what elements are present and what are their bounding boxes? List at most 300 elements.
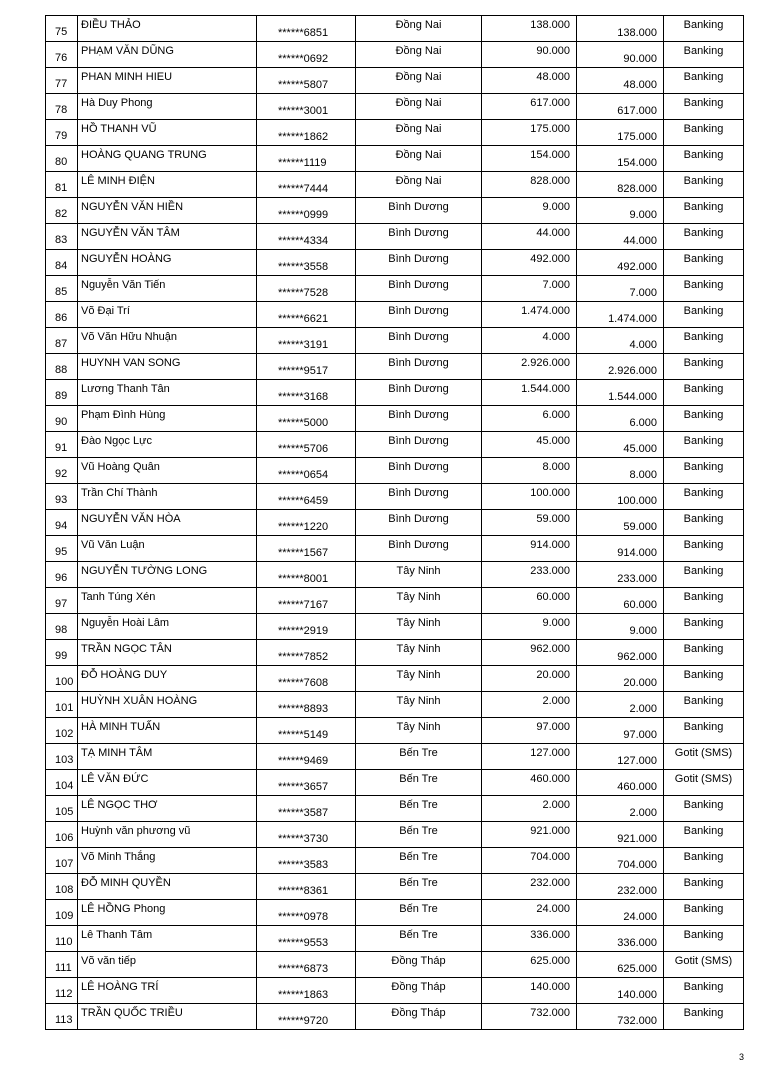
masked-phone-cell — [257, 900, 356, 926]
recipient-name: HỒ THANH VŨ — [81, 123, 157, 135]
row-number-cell — [46, 952, 78, 978]
received-amount-cell — [577, 926, 664, 952]
masked-phone-cell — [257, 926, 356, 952]
amount-cell — [482, 68, 577, 94]
payment-method: Banking — [683, 617, 724, 629]
payment-method-cell — [664, 432, 744, 458]
recipient-name: HUYNH VAN SONG — [81, 357, 181, 369]
masked-phone: ******3168 — [278, 391, 329, 403]
masked-phone-cell — [257, 406, 356, 432]
province: Đồng Nai — [395, 71, 442, 83]
amount-cell — [482, 328, 577, 354]
received-amount-cell — [577, 796, 664, 822]
payment-method: Banking — [683, 513, 724, 525]
payment-method-cell — [664, 484, 744, 510]
amount: 48.000 — [536, 71, 570, 83]
payment-method-cell — [664, 94, 744, 120]
amount: 44.000 — [536, 227, 570, 239]
received-amount: 921.000 — [617, 833, 657, 845]
province-cell — [356, 978, 482, 1004]
received-amount-cell — [577, 250, 664, 276]
row-number: 94 — [55, 520, 68, 532]
row-number: 112 — [55, 988, 73, 1000]
received-amount: 154.000 — [617, 157, 657, 169]
payment-method: Banking — [683, 461, 724, 473]
amount: 232.000 — [530, 877, 570, 889]
province: Bến Tre — [399, 799, 438, 811]
amount-cell — [482, 588, 577, 614]
received-amount: 492.000 — [617, 261, 657, 273]
amount-cell — [482, 562, 577, 588]
province: Bình Dương — [388, 383, 449, 395]
amount: 2.000 — [542, 695, 570, 707]
page-number: 3 — [738, 1052, 744, 1062]
province-cell — [356, 770, 482, 796]
payment-method: Banking — [683, 721, 724, 733]
amount-cell — [482, 172, 577, 198]
amount: 9.000 — [542, 201, 570, 213]
row-number-cell — [46, 744, 78, 770]
table-row — [46, 562, 744, 588]
received-amount-cell — [577, 406, 664, 432]
table-row — [46, 848, 744, 874]
recipient-name: PHẠM VĂN DŨNG — [81, 45, 174, 57]
province-cell — [356, 458, 482, 484]
amount: 233.000 — [530, 565, 570, 577]
row-number-cell — [46, 640, 78, 666]
masked-phone-cell — [257, 510, 356, 536]
received-amount-cell — [577, 848, 664, 874]
recipient-name: NGUYỄN VĂN HÒA — [81, 513, 181, 525]
masked-phone: ******7608 — [278, 677, 329, 689]
province-cell — [356, 276, 482, 302]
recipient-name: LÊ HỒNG Phong — [81, 903, 166, 915]
recipient-name-cell — [78, 380, 257, 406]
row-number-cell — [46, 900, 78, 926]
amount: 90.000 — [536, 45, 570, 57]
row-number: 97 — [55, 598, 68, 610]
row-number: 106 — [55, 832, 74, 844]
amount: 100.000 — [530, 487, 570, 499]
amount-cell — [482, 978, 577, 1004]
payment-method-cell — [664, 458, 744, 484]
masked-phone: ******4334 — [278, 235, 329, 247]
province: Bình Dương — [388, 409, 449, 421]
row-number: 109 — [55, 910, 74, 922]
received-amount-cell — [577, 666, 664, 692]
recipient-name: Võ Đại Trí — [81, 305, 130, 317]
masked-phone: ******1119 — [278, 157, 327, 169]
masked-phone: ******3558 — [278, 261, 329, 273]
province-cell — [356, 666, 482, 692]
masked-phone: ******5706 — [278, 443, 329, 455]
received-amount-cell — [577, 380, 664, 406]
received-amount: 97.000 — [623, 729, 657, 741]
payment-method: Banking — [683, 71, 724, 83]
recipient-name: Nguyễn Hoài Lâm — [81, 617, 170, 629]
masked-phone: ******7444 — [278, 183, 329, 195]
province-cell — [356, 510, 482, 536]
province-cell — [356, 250, 482, 276]
row-number-cell — [46, 276, 78, 302]
masked-phone-cell — [257, 42, 356, 68]
row-number: 85 — [55, 286, 68, 298]
amount-cell — [482, 198, 577, 224]
masked-phone-cell — [257, 744, 356, 770]
payment-method-cell — [664, 900, 744, 926]
masked-phone: ******6459 — [278, 495, 329, 507]
received-amount: 732.000 — [617, 1015, 657, 1027]
payment-method: Banking — [683, 331, 724, 343]
recipient-name-cell — [78, 94, 257, 120]
masked-phone-cell — [257, 354, 356, 380]
row-number-cell — [46, 42, 78, 68]
masked-phone: ******0978 — [278, 911, 329, 923]
row-number-cell — [46, 536, 78, 562]
table-row — [46, 692, 744, 718]
received-amount: 9.000 — [629, 625, 657, 637]
amount: 617.000 — [530, 97, 570, 109]
province: Tây Ninh — [396, 565, 441, 577]
masked-phone-cell — [257, 536, 356, 562]
payment-method: Banking — [683, 123, 724, 135]
received-amount-cell — [577, 42, 664, 68]
province-cell — [356, 718, 482, 744]
row-number: 80 — [55, 156, 68, 168]
payment-method: Banking — [683, 149, 724, 161]
masked-phone: ******0999 — [278, 209, 329, 221]
row-number-cell — [46, 770, 78, 796]
province: Đồng Nai — [395, 19, 442, 31]
province: Đồng Tháp — [391, 1007, 446, 1019]
table-row — [46, 406, 744, 432]
table-row — [46, 588, 744, 614]
table-row — [46, 484, 744, 510]
recipient-name: HÀ MINH TUẤN — [81, 721, 161, 733]
masked-phone-cell — [257, 458, 356, 484]
recipient-name: TẠ MINH TÂM — [81, 747, 153, 759]
row-number-cell — [46, 250, 78, 276]
received-amount: 2.000 — [629, 703, 657, 715]
province: Bến Tre — [399, 747, 438, 759]
received-amount-cell — [577, 510, 664, 536]
province-cell — [356, 796, 482, 822]
payment-method-cell — [664, 328, 744, 354]
table-row — [46, 68, 744, 94]
amount: 732.000 — [530, 1007, 570, 1019]
received-amount: 100.000 — [617, 495, 657, 507]
row-number-cell — [46, 692, 78, 718]
received-amount: 232.000 — [617, 885, 657, 897]
recipient-name: Võ văn tiếp — [81, 955, 137, 967]
payment-method-cell — [664, 796, 744, 822]
table-row — [46, 874, 744, 900]
payment-method-cell — [664, 952, 744, 978]
row-number-cell — [46, 848, 78, 874]
amount: 336.000 — [530, 929, 570, 941]
province-cell — [356, 94, 482, 120]
received-amount: 60.000 — [623, 599, 657, 611]
masked-phone: ******7528 — [278, 287, 329, 299]
masked-phone: ******7167 — [278, 599, 329, 611]
amount-cell — [482, 146, 577, 172]
recipient-name-cell — [78, 666, 257, 692]
recipient-name-cell — [78, 822, 257, 848]
payment-method: Banking — [683, 487, 724, 499]
recipient-name: Huỳnh văn phương vũ — [81, 825, 191, 837]
province-cell — [356, 822, 482, 848]
recipient-name-cell — [78, 640, 257, 666]
province-cell — [356, 16, 482, 42]
payment-method-cell — [664, 536, 744, 562]
received-amount-cell — [577, 562, 664, 588]
masked-phone-cell — [257, 796, 356, 822]
row-number-cell — [46, 198, 78, 224]
amount-cell — [482, 380, 577, 406]
payment-method: Banking — [683, 357, 724, 369]
row-number-cell — [46, 16, 78, 42]
received-amount: 962.000 — [617, 651, 657, 663]
province: Bình Dương — [388, 331, 449, 343]
masked-phone-cell — [257, 484, 356, 510]
masked-phone: ******3191 — [278, 339, 329, 351]
amount: 6.000 — [542, 409, 570, 421]
row-number-cell — [46, 68, 78, 94]
payment-method-cell — [664, 406, 744, 432]
amount-cell — [482, 536, 577, 562]
received-amount-cell — [577, 120, 664, 146]
payment-method-cell — [664, 744, 744, 770]
row-number-cell — [46, 354, 78, 380]
province-cell — [356, 874, 482, 900]
recipient-name-cell — [78, 458, 257, 484]
payout-table-body — [46, 16, 744, 1030]
recipient-name: Vũ Văn Luận — [81, 539, 145, 551]
payment-method-cell — [664, 614, 744, 640]
payment-method: Banking — [683, 825, 724, 837]
table-row — [46, 536, 744, 562]
payment-method: Banking — [683, 643, 724, 655]
received-amount-cell — [577, 68, 664, 94]
received-amount: 1.474.000 — [608, 313, 657, 325]
recipient-name: LÊ MINH ĐIỆN — [81, 175, 155, 187]
masked-phone-cell — [257, 978, 356, 1004]
received-amount: 24.000 — [623, 911, 657, 923]
table-row — [46, 770, 744, 796]
payment-method: Banking — [683, 695, 724, 707]
province-cell — [356, 744, 482, 770]
recipient-name: Đào Ngọc Lực — [81, 435, 152, 447]
province-cell — [356, 692, 482, 718]
table-row — [46, 380, 744, 406]
payment-method: Banking — [683, 201, 724, 213]
received-amount: 460.000 — [617, 781, 657, 793]
masked-phone-cell — [257, 120, 356, 146]
province: Bình Dương — [388, 253, 449, 265]
row-number: 86 — [55, 312, 68, 324]
payment-method-cell — [664, 198, 744, 224]
amount-cell — [482, 926, 577, 952]
row-number: 95 — [55, 546, 68, 558]
masked-phone-cell — [257, 614, 356, 640]
amount-cell — [482, 952, 577, 978]
masked-phone: ******7852 — [278, 651, 329, 663]
masked-phone-cell — [257, 432, 356, 458]
received-amount-cell — [577, 1004, 664, 1030]
amount: 962.000 — [530, 643, 570, 655]
payment-method-cell — [664, 16, 744, 42]
received-amount: 617.000 — [617, 105, 657, 117]
amount-cell — [482, 822, 577, 848]
row-number-cell — [46, 458, 78, 484]
received-amount-cell — [577, 614, 664, 640]
amount-cell — [482, 302, 577, 328]
row-number: 75 — [55, 26, 68, 38]
payment-method-cell — [664, 588, 744, 614]
row-number-cell — [46, 588, 78, 614]
received-amount-cell — [577, 718, 664, 744]
table-row — [46, 328, 744, 354]
masked-phone: ******9469 — [278, 755, 329, 767]
row-number-cell — [46, 172, 78, 198]
recipient-name-cell — [78, 796, 257, 822]
received-amount: 45.000 — [623, 443, 657, 455]
province-cell — [356, 302, 482, 328]
masked-phone-cell — [257, 952, 356, 978]
row-number: 101 — [55, 702, 74, 714]
masked-phone: ******3583 — [278, 859, 329, 871]
province-cell — [356, 198, 482, 224]
province-cell — [356, 354, 482, 380]
amount: 625.000 — [530, 955, 570, 967]
recipient-name: Hà Duy Phong — [81, 97, 153, 109]
row-number: 110 — [55, 936, 73, 948]
masked-phone-cell — [257, 276, 356, 302]
province: Tây Ninh — [396, 669, 441, 681]
masked-phone-cell — [257, 302, 356, 328]
payment-method-cell — [664, 42, 744, 68]
table-row — [46, 978, 744, 1004]
recipient-name-cell — [78, 68, 257, 94]
payment-method: Banking — [683, 799, 724, 811]
recipient-name: TRẦN QUỐC TRIỀU — [81, 1007, 183, 1019]
recipient-name: NGUYỄN HOÀNG — [81, 253, 172, 265]
payment-method: Banking — [683, 409, 724, 421]
recipient-name-cell — [78, 302, 257, 328]
table-row — [46, 146, 744, 172]
payment-method-cell — [664, 224, 744, 250]
recipient-name: Võ Minh Thắng — [81, 851, 156, 863]
masked-phone: ******5149 — [278, 729, 329, 741]
masked-phone-cell — [257, 588, 356, 614]
recipient-name-cell — [78, 588, 257, 614]
amount: 45.000 — [536, 435, 570, 447]
row-number: 102 — [55, 728, 74, 740]
province: Bến Tre — [399, 825, 438, 837]
row-number-cell — [46, 666, 78, 692]
received-amount-cell — [577, 94, 664, 120]
province: Bến Tre — [399, 773, 438, 785]
amount-cell — [482, 16, 577, 42]
province: Tây Ninh — [396, 617, 441, 629]
received-amount: 140.000 — [617, 989, 657, 1001]
masked-phone: ******6873 — [278, 963, 329, 975]
recipient-name-cell — [78, 952, 257, 978]
masked-phone: ******6621 — [278, 313, 329, 325]
masked-phone: ******0692 — [278, 53, 329, 65]
recipient-name-cell — [78, 250, 257, 276]
table-row — [46, 94, 744, 120]
amount-cell — [482, 94, 577, 120]
row-number: 84 — [55, 260, 68, 272]
table-row — [46, 952, 744, 978]
payment-method: Banking — [683, 669, 724, 681]
amount: 1.474.000 — [521, 305, 570, 317]
recipient-name-cell — [78, 562, 257, 588]
amount-cell — [482, 224, 577, 250]
row-number: 96 — [55, 572, 68, 584]
row-number: 87 — [55, 338, 68, 350]
amount: 914.000 — [530, 539, 570, 551]
recipient-name-cell — [78, 848, 257, 874]
received-amount-cell — [577, 458, 664, 484]
masked-phone: ******5000 — [278, 417, 329, 429]
amount: 9.000 — [542, 617, 570, 629]
masked-phone: ******1567 — [278, 547, 329, 559]
recipient-name: Trần Chí Thành — [81, 487, 158, 499]
recipient-name: NGUYỄN VĂN TÂM — [81, 227, 180, 239]
amount-cell — [482, 432, 577, 458]
received-amount: 4.000 — [629, 339, 657, 351]
masked-phone-cell — [257, 1004, 356, 1030]
masked-phone: ******3657 — [278, 781, 329, 793]
masked-phone-cell — [257, 692, 356, 718]
recipient-name-cell — [78, 16, 257, 42]
payment-method-cell — [664, 562, 744, 588]
province-cell — [356, 406, 482, 432]
recipient-name: LÊ HOÀNG TRÍ — [81, 981, 159, 993]
row-number-cell — [46, 432, 78, 458]
amount: 7.000 — [542, 279, 570, 291]
province-cell — [356, 42, 482, 68]
row-number: 91 — [55, 442, 68, 454]
province: Bình Dương — [388, 227, 449, 239]
payment-method: Banking — [683, 97, 724, 109]
amount-cell — [482, 718, 577, 744]
province: Bình Dương — [388, 357, 449, 369]
received-amount-cell — [577, 978, 664, 1004]
received-amount: 828.000 — [617, 183, 657, 195]
received-amount: 127.000 — [617, 755, 657, 767]
province-cell — [356, 68, 482, 94]
province: Bến Tre — [399, 929, 438, 941]
payment-method-cell — [664, 874, 744, 900]
table-row — [46, 614, 744, 640]
amount-cell — [482, 900, 577, 926]
payment-method-cell — [664, 848, 744, 874]
recipient-name: HOÀNG QUANG TRUNG — [81, 149, 207, 161]
amount-cell — [482, 874, 577, 900]
row-number-cell — [46, 562, 78, 588]
amount: 60.000 — [536, 591, 570, 603]
masked-phone-cell — [257, 874, 356, 900]
province: Đồng Nai — [395, 123, 442, 135]
row-number: 82 — [55, 208, 68, 220]
row-number-cell — [46, 224, 78, 250]
received-amount-cell — [577, 744, 664, 770]
received-amount: 48.000 — [623, 79, 657, 91]
recipient-name: Lương Thanh Tân — [81, 383, 170, 395]
